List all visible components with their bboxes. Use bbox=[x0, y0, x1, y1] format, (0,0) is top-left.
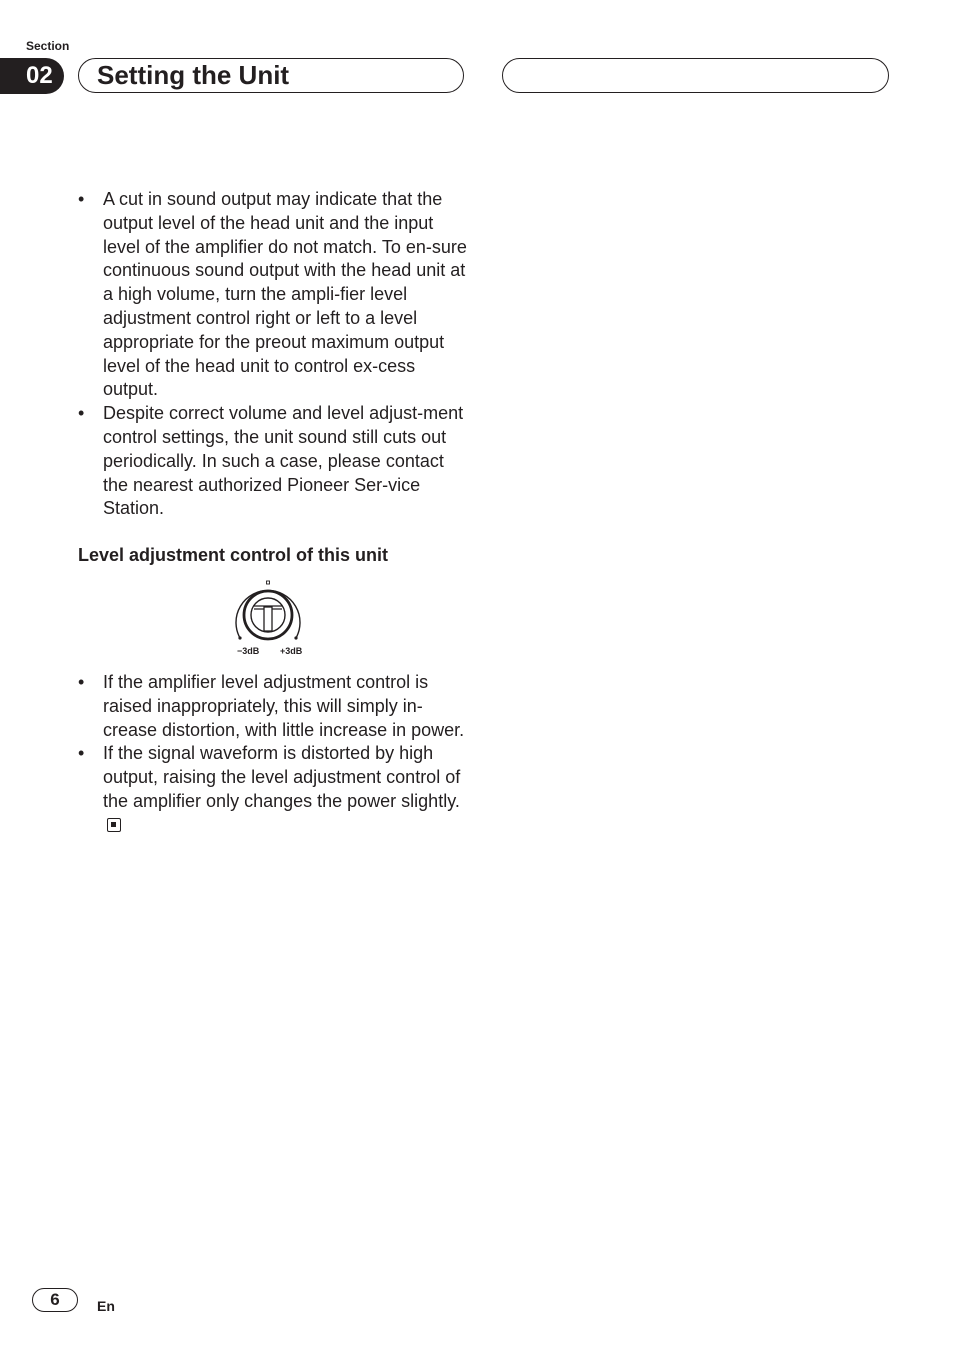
list-item bbox=[78, 742, 470, 837]
bullet-mark: • bbox=[78, 743, 85, 764]
knob-max-label: +3dB bbox=[280, 646, 303, 656]
language-label: En bbox=[97, 1298, 115, 1314]
bullet-mark: • bbox=[78, 403, 85, 424]
list-item bbox=[78, 188, 470, 402]
end-mark-icon bbox=[107, 818, 121, 832]
level-knob-figure bbox=[230, 578, 310, 660]
section-title-box-right bbox=[502, 58, 889, 93]
knob-range-end-left bbox=[238, 636, 241, 639]
bullet-text: If the signal waveform is distorted by high output, raising the level adjustment control of the amplifier only changes the power slightly. bbox=[103, 743, 461, 811]
page-number: 6 bbox=[32, 1288, 78, 1312]
bullet-list-top bbox=[78, 188, 470, 521]
bullet-mark: • bbox=[78, 189, 85, 209]
knob-range-end-right bbox=[294, 636, 297, 639]
subheading: Level adjustment control of this unit bbox=[78, 545, 389, 565]
section-number: 02 bbox=[0, 58, 64, 94]
knob-min-label: −3dB bbox=[237, 646, 260, 656]
bullet-text: A cut in sound output may indicate that the output level of the head unit and the input level of the amplifier do not match. To en-​sure continuous sound output with the head unit at a high volume, turn the ampli-​fier level adjustment control right or left to a level appropriate for the preout maximum output level of the head unit to control ex-​cess output. bbox=[103, 189, 467, 400]
list-item bbox=[78, 671, 470, 742]
bullet-mark: • bbox=[78, 672, 85, 692]
bullet-text: Despite correct volume and level adjust-​ment control settings, the unit sound still cuts out periodically. In such a case, please contact the nearest authorized Pioneer Ser-​vice Station. bbox=[103, 403, 464, 519]
section-label: Section bbox=[26, 39, 70, 53]
knob-top-tick bbox=[267, 581, 270, 584]
knob-slot bbox=[264, 607, 272, 631]
bullet-list-bottom bbox=[78, 671, 470, 838]
bullet-text: If the amplifier level adjustment control is raised inappropriately, this will simply in-​crease distortion, with little increase in power. bbox=[103, 672, 465, 740]
list-item bbox=[78, 402, 470, 521]
section-title: Setting the Unit bbox=[78, 58, 464, 93]
